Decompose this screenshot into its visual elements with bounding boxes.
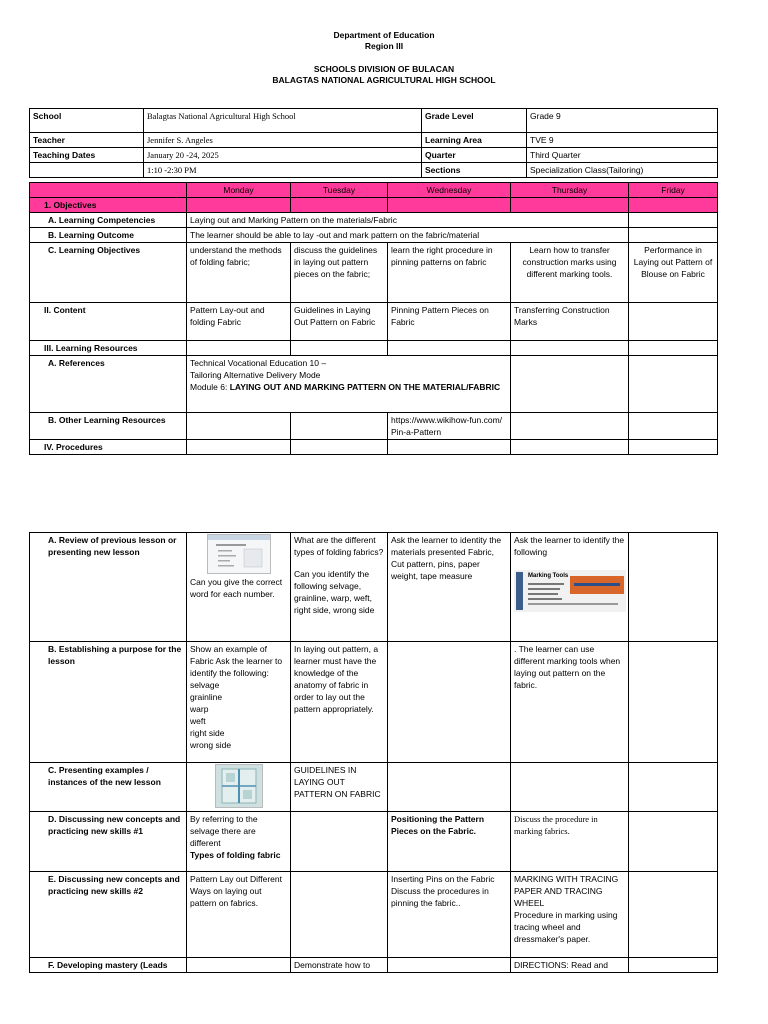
proc-d-monday-bold: Types of folding fabric (190, 850, 281, 860)
dates-value: January 20 -24, 2025 (144, 148, 422, 163)
proc-a-wednesday: Ask the learner to identity the materials presented Fabric, Cut pattern, pins, paper weight, tape measure (388, 533, 511, 642)
header-region: Region III (364, 41, 404, 51)
proc-b-list-item: wrong side (190, 740, 232, 750)
day-friday: Friday (629, 183, 718, 198)
proc-b-thursday: . The learner can use different marking tools when laying out pattern on the fabric. (511, 642, 629, 763)
lobj-thursday: Learn how to transfer construction marks using different marking tools. (511, 243, 629, 303)
proc-f-thursday: DIRECTIONS: Read and (511, 958, 629, 973)
other-resources-label: B. Other Learning Resources (30, 413, 187, 440)
procedures-table (29, 532, 718, 973)
info-table (29, 108, 718, 178)
worksheet-thumbnail-icon (207, 534, 271, 574)
content-tuesday: Guidelines in Laying Out Pattern on Fabric (291, 303, 388, 341)
time-value: 1:10 -2:30 PM (144, 163, 422, 178)
area-value: TVE 9 (527, 133, 718, 148)
proc-a-monday (187, 533, 291, 642)
day-thursday: Thursday (511, 183, 629, 198)
competencies-value: Laying out and Marking Pattern on the materials/Fabric (187, 213, 629, 228)
proc-d-monday-text: By referring to the selvage there are different (190, 814, 258, 848)
proc-b-tuesday: In laying out pattern, a learner must have the knowledge of the anatomy of fabric in order to lay out the pattern appropriately. (291, 642, 388, 763)
header-dept: Department of Education (333, 30, 435, 40)
ref-line2: Tailoring Alternative Delivery Mode (190, 370, 321, 380)
proc-e-thursday-heading: MARKING WITH TRACING PAPER AND TRACING WHEEL (514, 874, 619, 908)
outcome-label: B. Learning Outcome (30, 228, 187, 243)
proc-e-wednesday: Inserting Pins on the Fabric Discuss the procedures in pinning the fabric.. (388, 872, 511, 958)
quarter-value: Third Quarter (527, 148, 718, 163)
grade-value: Grade 9 (527, 109, 718, 133)
day-tuesday: Tuesday (291, 183, 388, 198)
content-wednesday: Pinning Pattern Pieces on Fabric (388, 303, 511, 341)
fabric-layout-thumbnail-icon (215, 764, 263, 808)
lobj-tuesday: discuss the guidelines in laying out pattern pieces on the fabric; (291, 243, 388, 303)
dates-label: Teaching Dates (30, 148, 144, 163)
lobj-friday: Performance in Laying out Pattern of Blouse on Fabric (629, 243, 718, 303)
ref-line3: Module 6: LAYING OUT AND MARKING PATTERN ON THE MATERIAL/FABRIC (190, 382, 501, 392)
proc-c-tuesday: GUIDELINES IN LAYING OUT PATTERN ON FABRIC (291, 763, 388, 812)
day-wednesday: Wednesday (388, 183, 511, 198)
proc-b-monday (187, 642, 291, 763)
objectives-heading: 1. Objectives (30, 198, 187, 213)
lobj-label: C. Learning Objectives (30, 243, 187, 303)
quarter-label: Quarter (422, 148, 527, 163)
proc-a-tuesday (291, 533, 388, 642)
teacher-label: Teacher (30, 133, 144, 148)
ref-module-title: LAYING OUT AND MARKING PATTERN ON THE MATERIAL/FABRIC (229, 382, 501, 392)
proc-a-thursday-text: Ask the learner to identify the following (514, 535, 625, 557)
procedures-label: IV. Procedures (30, 440, 187, 455)
grade-label: Grade Level (422, 109, 527, 133)
proc-a-tuesday-q2: Can you identify the following selvage, grainline, warp, weft, right side, wrong side (294, 569, 375, 615)
proc-c-monday (187, 763, 291, 812)
lobj-monday: understand the methods of folding fabric; (187, 243, 291, 303)
teacher-value: Jennifer S. Angeles (144, 133, 422, 148)
proc-b-list-item: right side (190, 728, 225, 738)
plan-table (29, 182, 718, 455)
content-monday: Pattern Lay-out and folding Fabric (187, 303, 291, 341)
proc-b-label: B. Establishing a purpose for the lesson (30, 642, 187, 763)
day-monday: Monday (187, 183, 291, 198)
school-value: Balagtas National Agricultural High School (144, 109, 422, 133)
header-school: BALAGTAS NATIONAL AGRICULTURAL HIGH SCHOOL (272, 75, 496, 85)
resources-label: III. Learning Resources (30, 341, 187, 356)
proc-b-list-item: grainline (190, 692, 223, 702)
proc-d-monday (187, 812, 291, 872)
proc-d-wednesday: Positioning the Pattern Pieces on the Fabric. (388, 812, 511, 872)
marking-tools-thumbnail (514, 570, 626, 612)
proc-e-thursday-text: Procedure in marking using tracing wheel and dressmaker's paper. (514, 910, 618, 944)
proc-a-thursday (511, 533, 629, 642)
school-label: School (30, 109, 144, 133)
content-friday (629, 303, 718, 341)
proc-d-label: D. Discussing new concepts and practicing new skills #1 (30, 812, 187, 872)
content-thursday: Transferring Construction Marks (511, 303, 629, 341)
proc-d-thursday: Discuss the procedure in marking fabrics. (511, 812, 629, 872)
ref-line1: Technical Vocational Education 10 – (190, 358, 327, 368)
proc-e-monday: Pattern Lay out Different Ways on laying out pattern on fabrics. (187, 872, 291, 958)
references-label: A. References (30, 356, 187, 413)
proc-b-list-item: weft (190, 716, 206, 726)
content-label: II. Content (30, 303, 187, 341)
sections-label: Sections (422, 163, 527, 178)
area-label: Learning Area (422, 133, 527, 148)
marking-tools-title: Marking Tools (528, 573, 569, 579)
proc-c-label: C. Presenting examples / instances of the new lesson (30, 763, 187, 812)
other-resources-link[interactable]: https://www.wikihow-fun.com/Pin-a-Pattern (388, 413, 511, 440)
lobj-wednesday: learn the right procedure in pinning patterns on fabric (388, 243, 511, 303)
proc-a-monday-text: Can you give the correct word for each number. (190, 577, 283, 599)
sections-value: Specialization Class(Tailoring) (527, 163, 718, 178)
proc-b-list-item: selvage (190, 680, 220, 690)
competencies-label: A. Learning Competencies (30, 213, 187, 228)
proc-b-list-item: warp (190, 704, 209, 714)
proc-f-tuesday: Demonstrate how to (291, 958, 388, 973)
header-division: SCHOOLS DIVISION OF BULACAN (313, 64, 455, 74)
proc-a-label: A. Review of previous lesson or presenting new lesson (30, 533, 187, 642)
proc-b-monday-intro: Show an example of Fabric Ask the learner to identify the following: (190, 644, 283, 678)
references-value (187, 356, 511, 413)
proc-a-tuesday-q1: What are the different types of folding fabrics? (294, 535, 384, 557)
proc-e-thursday (511, 872, 629, 958)
outcome-value: The learner should be able to lay -out and mark pattern on the fabric/material (187, 228, 629, 243)
proc-f-label: F. Developing mastery (Leads (30, 958, 187, 973)
proc-e-label: E. Discussing new concepts and practicing new skills #2 (30, 872, 187, 958)
